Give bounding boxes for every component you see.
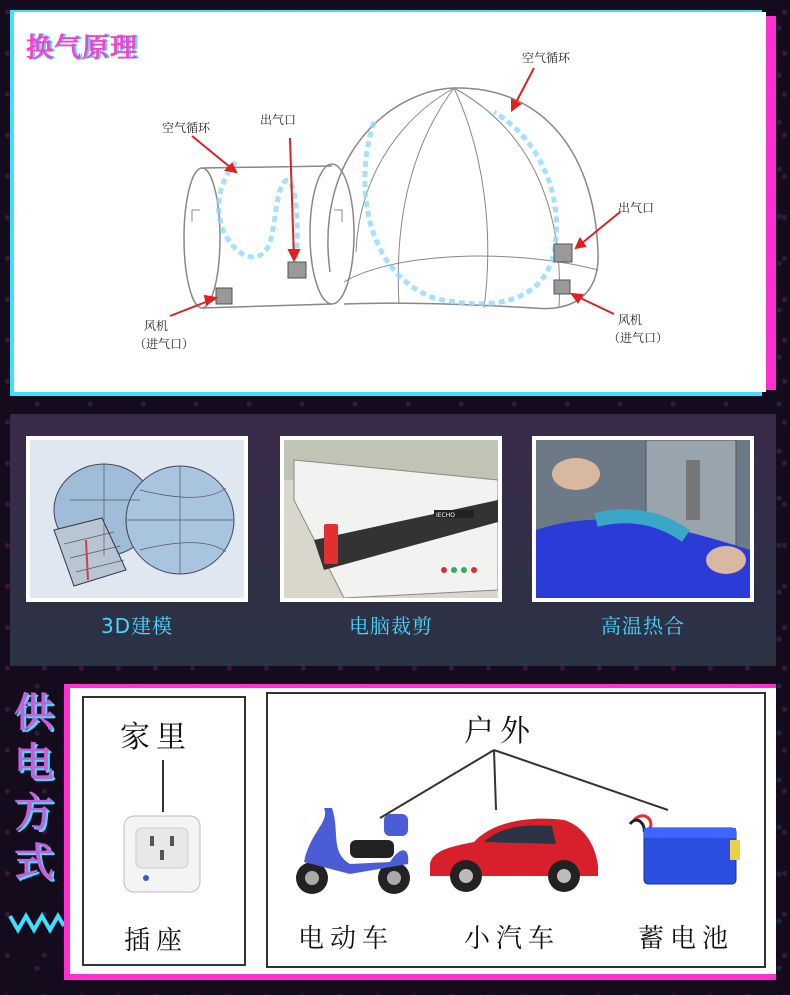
socket-icon xyxy=(122,814,202,894)
air-circulation-right-label: 空气循环 xyxy=(522,51,571,65)
side-title-char: 式 xyxy=(14,840,54,886)
side-title-char: 供 xyxy=(14,690,54,736)
outdoor-title: 户外 xyxy=(464,714,536,749)
process-panel xyxy=(10,414,776,666)
home-box xyxy=(82,696,246,966)
caption-heat-sealing: 高温热合 xyxy=(601,614,685,638)
car-icon xyxy=(424,806,604,898)
outlet-left-vent xyxy=(288,262,306,278)
ventilation-diagram xyxy=(14,12,766,392)
3d-model-image xyxy=(26,436,248,602)
home-title: 家里 xyxy=(120,720,192,755)
zigzag-decoration xyxy=(8,910,66,936)
scooter-label: 电动车 xyxy=(298,924,395,954)
battery-label: 蓄电池 xyxy=(638,924,735,954)
power-supply-panel xyxy=(70,688,776,974)
caption-computer-cutting: 电脑裁剪 xyxy=(349,614,433,638)
ventilation-title: 换气原理 xyxy=(26,33,138,64)
air-circulation-left-label: 空气循环 xyxy=(162,121,211,135)
fan-right-sub-label: （进气口） xyxy=(608,331,669,345)
computer-cutting-image xyxy=(280,436,502,602)
fan-right xyxy=(554,280,570,294)
car-label: 小汽车 xyxy=(464,924,561,954)
heat-sealing-image xyxy=(532,436,754,602)
side-title-char: 电 xyxy=(14,740,54,786)
ventilation-panel xyxy=(14,12,766,392)
fan-left-label: 风机 xyxy=(144,319,169,333)
fan-left xyxy=(216,288,232,304)
home-connector-line xyxy=(162,760,164,812)
battery-icon xyxy=(624,810,748,894)
fan-left-sub-label: （进气口） xyxy=(134,337,195,351)
power-supply-side-title xyxy=(10,688,58,888)
outlet-right-vent xyxy=(554,244,572,262)
outdoor-box xyxy=(266,692,766,968)
socket-label: 插座 xyxy=(124,926,189,956)
fan-right-label: 风机 xyxy=(618,313,643,327)
scooter-icon xyxy=(290,802,420,898)
caption-3d-modeling: 3D建模 xyxy=(100,614,174,638)
outlet-left-label: 出气口 xyxy=(260,113,297,127)
machine-brand-text: IECHO xyxy=(436,512,455,519)
outlet-right-label: 出气口 xyxy=(618,201,655,215)
side-title-char: 方 xyxy=(14,790,54,836)
